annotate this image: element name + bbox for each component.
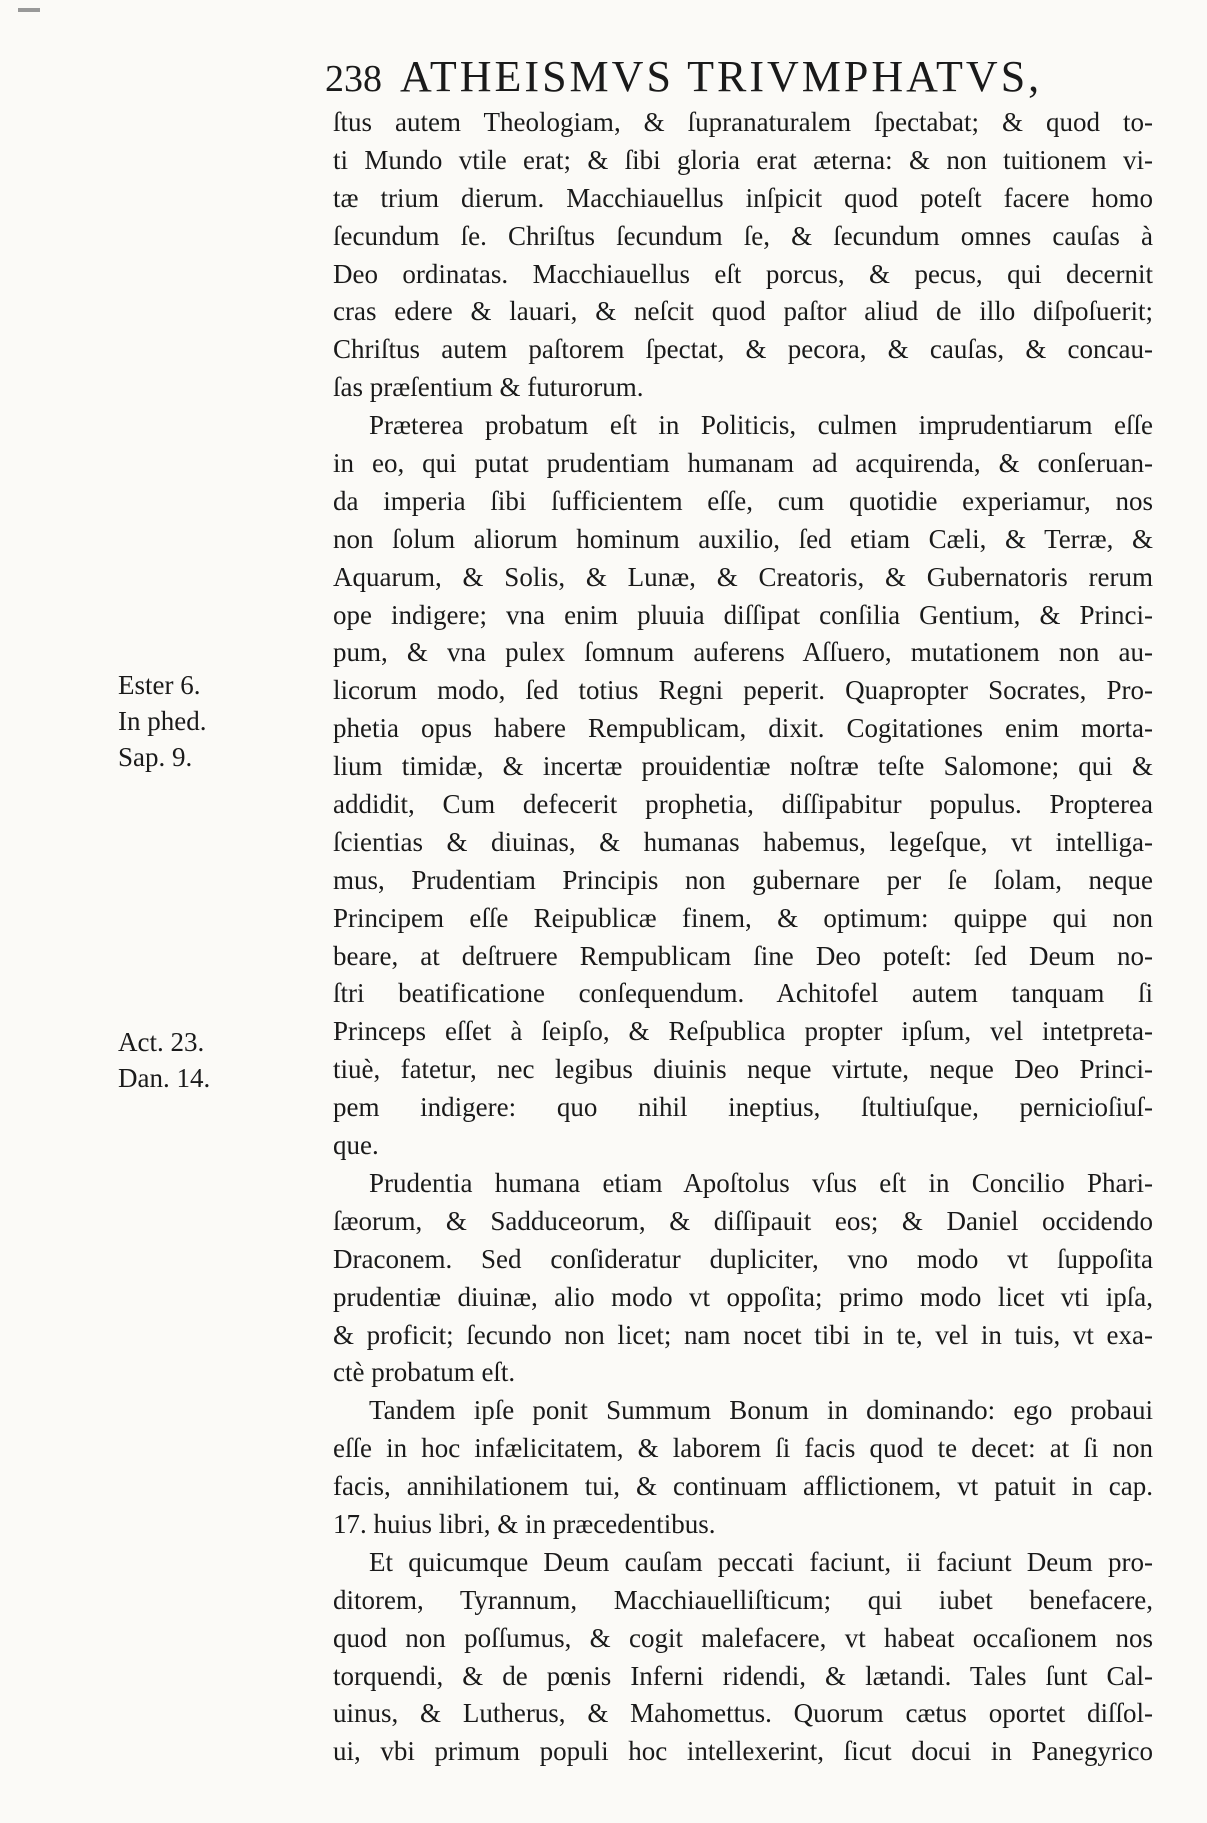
text-line: phetia opus habere Rempublicam, dixit. Cogitationes enim morta- xyxy=(333,713,1153,744)
text-line: addidit, Cum defecerit prophetia, diſſipabitur populus. Propterea xyxy=(333,789,1153,820)
text-line: tiuè, fatetur, nec legibus diuinis neque virtute, neque Deo Princi- xyxy=(333,1054,1153,1085)
text-line: ſtus autem Theologiam, & ſupranaturalem ſpectabat; & quod to- xyxy=(333,107,1153,137)
text-line: Draconem. Sed conſideratur dupliciter, vno modo vt ſuppoſita xyxy=(333,1243,1153,1274)
text-line: ſtri beatificatione conſequendum. Achitofel autem tanquam ſi xyxy=(333,978,1153,1009)
margin-note-line: In phed. xyxy=(118,706,207,736)
text-line: tæ trium dierum. Macchiauellus inſpicit quod poteſt facere homo xyxy=(333,182,1153,213)
scan-mark xyxy=(18,8,40,12)
body-text xyxy=(333,104,1153,1771)
text-line: licorum modo, ſed totius Regni peperit. Quapropter Socrates, Pro- xyxy=(333,675,1153,706)
text-line: in eo, qui putat prudentiam humanam ad acquirenda, & conſeruan- xyxy=(333,448,1153,479)
text-line: ui, vbi primum populi hoc intellexerint, ſicut docui in Panegyrico xyxy=(333,1736,1153,1767)
margin-note-references xyxy=(118,1024,258,1096)
text-line: ctè probatum eſt. xyxy=(333,1357,516,1388)
text-line: beare, at deſtruere Rempublicam ſine Deo poteſt: ſed Deum no- xyxy=(333,940,1153,971)
text-line: da imperia ſibi ſufficientem eſſe, cum quotidie experiamur, nos xyxy=(333,485,1153,516)
text-line: quod non poſſumus, & cogit malefacere, vt habeat occaſionem nos xyxy=(333,1622,1153,1653)
text-line: ditorem, Tyrannum, Macchiauelliſticum; qui iubet benefacere, xyxy=(333,1584,1153,1615)
text-line: lium timidæ, & incertæ prouidentiæ noſtræ teſte Salomone; qui & xyxy=(333,751,1153,782)
text-line: 17. huius libri, & in præcedentibus. xyxy=(333,1508,716,1539)
page-number: 238 xyxy=(325,58,382,100)
text-line: ſcientias & diuinas, & humanas habemus, legeſque, vt intelliga- xyxy=(333,826,1153,857)
text-line: Præterea probatum eſt in Politicis, culmen imprudentiarum eſſe xyxy=(369,410,1153,441)
text-line: & proficit; ſecundo non licet; nam nocet tibi in te, vel in tuis, vt exa- xyxy=(333,1319,1153,1350)
text-line: ti Mundo vtile erat; & ſibi gloria erat æterna: & non tuitionem vi- xyxy=(333,144,1153,175)
text-line: eſſe in hoc infælicitatem, & laborem ſi facis quod te decet: at ſi non xyxy=(333,1433,1153,1464)
text-line: Aquarum, & Solis, & Lunæ, & Creatoris, & Gubernatoris rerum xyxy=(333,561,1153,592)
margin-note-line: Sap. 9. xyxy=(118,742,193,772)
text-line: uinus, & Lutherus, & Mahomettus. Quorum cætus oportet diſſol- xyxy=(333,1698,1153,1729)
text-line: Et quicumque Deum cauſam peccati faciunt, ii faciunt Deum pro- xyxy=(369,1546,1153,1577)
text-line: Prudentia humana etiam Apoſtolus vſus eſt in Concilio Phari- xyxy=(369,1167,1153,1198)
margin-note-line: Ester 6. xyxy=(118,670,201,700)
text-line: Princeps eſſet à ſeipſo, & Reſpublica propter ipſum, vel intetpreta- xyxy=(333,1016,1153,1047)
margin-note-references xyxy=(118,667,258,775)
text-line: mus, Prudentiam Principis non gubernare per ſe ſolam, neque xyxy=(333,864,1153,895)
text-line: Tandem ipſe ponit Summum Bonum in dominando: ego probaui xyxy=(369,1395,1153,1426)
text-line: ſecundum ſe. Chriſtus ſecundum ſe, & ſecundum omnes cauſas à xyxy=(333,220,1153,251)
text-line: pem indigere: quo nihil ineptius, ſtultiuſque, pernicioſiuſ- xyxy=(333,1092,1153,1123)
text-line: cras edere & lauari, & neſcit quod paſtor aliud de illo diſpoſuerit; xyxy=(333,296,1153,327)
running-header xyxy=(325,52,1145,102)
text-line: Deo ordinatas. Macchiauellus eſt porcus, & pecus, qui decernit xyxy=(333,258,1153,289)
text-line: Chriſtus autem paſtorem ſpectat, & pecora, & cauſas, & concau- xyxy=(333,334,1153,365)
text-line: non ſolum aliorum hominum auxilio, ſed etiam Cæli, & Terræ, & xyxy=(333,523,1153,554)
text-line: prudentiæ diuinæ, alio modo vt oppoſita; primo modo licet vti ipſa, xyxy=(333,1281,1153,1312)
text-line: facis, annihilationem tui, & continuam afflictionem, vt patuit in cap. xyxy=(333,1471,1153,1502)
text-line: ope indigere; vna enim pluuia diſſipat conſilia Gentium, & Princi- xyxy=(333,599,1153,630)
margin-note-line: Dan. 14. xyxy=(118,1063,211,1093)
text-line: Principem eſſe Reipublicæ finem, & optimum: quippe qui non xyxy=(333,902,1153,933)
text-line: que. xyxy=(333,1130,379,1161)
text-line: ſæorum, & Sadduceorum, & diſſipauit eos; & Daniel occidendo xyxy=(333,1205,1153,1236)
text-line: pum, & vna pulex ſomnum auferens Aſſuero, mutationem non au- xyxy=(333,637,1153,668)
margin-note-line: Act. 23. xyxy=(118,1027,205,1057)
text-line: ſas præſentium & futurorum. xyxy=(333,372,644,403)
text-line: torquendi, & de pœnis Inferni ridendi, & lætandi. Tales ſunt Cal- xyxy=(333,1660,1153,1691)
running-title: ATHEISMVS TRIVMPHATVS, xyxy=(400,52,1043,101)
